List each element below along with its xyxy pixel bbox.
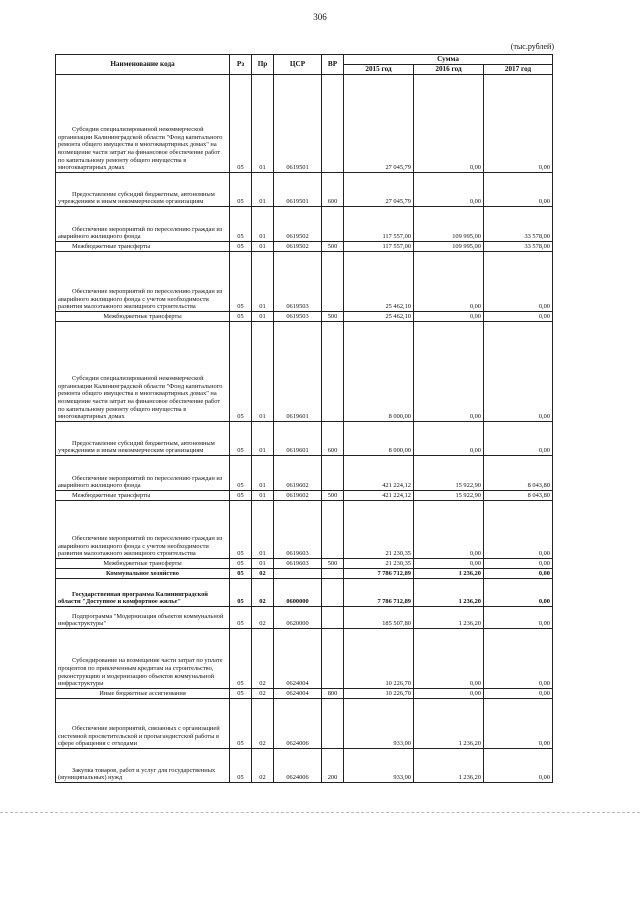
row-2015: 25 462,10 [344, 252, 414, 312]
row-pr: 01 [252, 312, 274, 322]
row-vr: 600 [322, 173, 344, 207]
row-csr: 0620000 [274, 607, 322, 629]
row-rz: 05 [230, 312, 252, 322]
row-pr: 01 [252, 173, 274, 207]
row-2016: 1 236,20 [414, 569, 484, 579]
row-name: Субсидии специализированной некоммерческой организации Калининградской области "Фонд капитального ремонта общего имущества в многоквартирных домах" на возмещение части затрат на финансовое обеспечение работ по капитальному ремонту общего имущества в многоквартирных домах [56, 322, 230, 422]
row-2017: 0,00 [484, 629, 553, 689]
row-2015: 10 226,70 [344, 689, 414, 699]
row-2016: 0,00 [414, 75, 484, 173]
header-rz: Рз [230, 55, 252, 75]
table-row [56, 173, 553, 207]
table-row [56, 749, 553, 783]
row-2017: 0,00 [484, 422, 553, 456]
table-row [56, 207, 553, 242]
row-csr: 0619603 [274, 559, 322, 569]
row-rz: 05 [230, 75, 252, 173]
row-name: Обеспечение мероприятий по переселению граждан из аварийного жилищного фонда [56, 456, 230, 491]
row-2016: 0,00 [414, 322, 484, 422]
row-vr: 500 [322, 312, 344, 322]
row-vr [322, 252, 344, 312]
header-sum: Сумма [344, 55, 553, 65]
row-name: Субсидирование на возмещение части затрат по уплате процентов по привлеченным кредитам на строительство, реконструкцию и модернизацию объектов коммунальной инфраструктуры [56, 629, 230, 689]
row-vr [322, 456, 344, 491]
row-2016: 0,00 [414, 559, 484, 569]
row-2017: 0,00 [484, 559, 553, 569]
row-2016: 0,00 [414, 312, 484, 322]
row-2015: 933,00 [344, 699, 414, 749]
row-2017: 0,00 [484, 579, 553, 607]
page-divider [0, 812, 640, 813]
row-2015: 8 000,00 [344, 422, 414, 456]
row-2015: 7 786 712,89 [344, 569, 414, 579]
row-2015: 117 557,00 [344, 242, 414, 252]
row-csr: 0619503 [274, 312, 322, 322]
row-csr: 0619603 [274, 501, 322, 559]
row-csr: 0619602 [274, 491, 322, 501]
row-csr: 0619601 [274, 422, 322, 456]
table-row [56, 456, 553, 491]
row-2015: 117 557,00 [344, 207, 414, 242]
row-2016: 0,00 [414, 629, 484, 689]
table-row [56, 559, 553, 569]
header-pr: Пр [252, 55, 274, 75]
row-vr [322, 579, 344, 607]
header-csr: ЦСР [274, 55, 322, 75]
row-2016: 1 236,20 [414, 749, 484, 783]
table-row [56, 689, 553, 699]
row-pr: 02 [252, 569, 274, 579]
row-rz: 05 [230, 699, 252, 749]
row-name: Субсидии специализированной некоммерческой организации Калининградской области "Фонд капитального ремонта общего имущества в многоквартирных домах" на возмещение части затрат на финансовое обеспечение работ по капитальному ремонту общего имущества в многоквартирных домах [56, 75, 230, 173]
table-row [56, 75, 553, 173]
row-2015: 21 230,35 [344, 501, 414, 559]
row-2015: 933,00 [344, 749, 414, 783]
row-2017: 0,00 [484, 75, 553, 173]
unit-label: (тыс.рублей) [510, 42, 554, 51]
row-rz: 05 [230, 322, 252, 422]
row-2016: 15 922,90 [414, 456, 484, 491]
row-csr [274, 569, 322, 579]
row-vr: 500 [322, 242, 344, 252]
row-rz: 05 [230, 579, 252, 607]
row-vr [322, 322, 344, 422]
row-2017: 0,00 [484, 607, 553, 629]
table-row [56, 322, 553, 422]
row-2016: 1 236,20 [414, 579, 484, 607]
row-name: Закупка товаров, работ и услуг для государственных (муниципальных) нужд [56, 749, 230, 783]
table-row [56, 699, 553, 749]
row-2017: 0,00 [484, 569, 553, 579]
row-name: Предоставление субсидий бюджетным, автономным учреждениям и иным некоммерческим организациям [56, 422, 230, 456]
row-pr: 02 [252, 749, 274, 783]
row-csr: 0624004 [274, 629, 322, 689]
header-2016: 2016 год [414, 65, 484, 75]
row-2016: 0,00 [414, 173, 484, 207]
row-csr: 0619601 [274, 322, 322, 422]
row-2015: 27 045,79 [344, 75, 414, 173]
row-name: Обеспечение мероприятий, связанных с организацией системной просветительской и пропагандистской работы в сфере обращения с отходами [56, 699, 230, 749]
row-pr: 01 [252, 252, 274, 312]
row-csr: 0619501 [274, 75, 322, 173]
row-vr [322, 501, 344, 559]
row-rz: 05 [230, 629, 252, 689]
row-pr: 02 [252, 629, 274, 689]
row-2017: 0,00 [484, 699, 553, 749]
row-2017: 0,00 [484, 312, 553, 322]
row-2016: 1 236,20 [414, 699, 484, 749]
row-2017: 0,00 [484, 749, 553, 783]
row-2017: 8 043,80 [484, 491, 553, 501]
row-csr: 0619501 [274, 173, 322, 207]
table-row [56, 629, 553, 689]
row-vr: 500 [322, 491, 344, 501]
row-name: Предоставление субсидий бюджетным, автономным учреждениям и иным некоммерческим организациям [56, 173, 230, 207]
row-vr [322, 607, 344, 629]
row-vr: 600 [322, 422, 344, 456]
budget-table [55, 54, 553, 783]
table-row-program [56, 579, 553, 607]
table-row [56, 312, 553, 322]
row-2016: 0,00 [414, 501, 484, 559]
row-pr: 01 [252, 322, 274, 422]
header-2015: 2015 год [344, 65, 414, 75]
row-rz: 05 [230, 689, 252, 699]
row-2016: 0,00 [414, 252, 484, 312]
page-number: 306 [313, 12, 327, 22]
row-rz: 05 [230, 456, 252, 491]
row-name: Межбюджетные трансферты [56, 312, 230, 322]
row-name: Обеспечение мероприятий по переселению граждан из аварийного жилищного фонда с учетом необходимости развития малоэтажного жилищного строительства [56, 501, 230, 559]
row-rz: 05 [230, 491, 252, 501]
row-csr: 0624004 [274, 689, 322, 699]
row-name: Иные бюджетные ассигнования [56, 689, 230, 699]
row-name: Подпрограмма "Модернизация объектов коммунальной инфраструктуры" [56, 607, 230, 629]
row-pr: 01 [252, 559, 274, 569]
row-2015: 421 224,12 [344, 491, 414, 501]
row-2017: 0,00 [484, 501, 553, 559]
row-rz: 05 [230, 749, 252, 783]
row-2016: 0,00 [414, 422, 484, 456]
row-csr: 0600000 [274, 579, 322, 607]
row-rz: 05 [230, 207, 252, 242]
row-rz: 05 [230, 569, 252, 579]
row-csr: 0624006 [274, 749, 322, 783]
row-2017: 0,00 [484, 252, 553, 312]
row-pr: 02 [252, 699, 274, 749]
table-row [56, 501, 553, 559]
table-row [56, 242, 553, 252]
row-name: Межбюджетные трансферты [56, 559, 230, 569]
row-2016: 15 922,90 [414, 491, 484, 501]
row-vr [322, 629, 344, 689]
row-rz: 05 [230, 422, 252, 456]
row-name: Государственная программа Калининградской области "Доступное и комфортное жилье" [56, 579, 230, 607]
row-vr [322, 207, 344, 242]
table-row [56, 252, 553, 312]
row-2016: 109 995,00 [414, 242, 484, 252]
row-csr: 0619502 [274, 242, 322, 252]
row-2015: 7 786 712,89 [344, 579, 414, 607]
row-rz: 05 [230, 559, 252, 569]
header-name: Наименование кода [56, 55, 230, 75]
row-2017: 33 578,00 [484, 207, 553, 242]
row-vr: 800 [322, 689, 344, 699]
row-2017: 8 043,80 [484, 456, 553, 491]
row-pr: 01 [252, 422, 274, 456]
row-2015: 185 507,80 [344, 607, 414, 629]
row-rz: 05 [230, 242, 252, 252]
row-2017: 0,00 [484, 689, 553, 699]
row-csr: 0624006 [274, 699, 322, 749]
row-pr: 02 [252, 607, 274, 629]
row-vr: 200 [322, 749, 344, 783]
row-name: Обеспечение мероприятий по переселению граждан из аварийного жилищного фонда с учетом необходимости развития малоэтажного жилищного строительства [56, 252, 230, 312]
row-2015: 21 230,35 [344, 559, 414, 569]
row-vr: 500 [322, 559, 344, 569]
row-rz: 05 [230, 173, 252, 207]
row-2015: 27 045,79 [344, 173, 414, 207]
table-row-section [56, 569, 553, 579]
row-vr [322, 75, 344, 173]
row-2016: 1 236,20 [414, 607, 484, 629]
row-2017: 0,00 [484, 322, 553, 422]
row-2017: 33 578,00 [484, 242, 553, 252]
header-2017: 2017 год [484, 65, 553, 75]
table-row [56, 422, 553, 456]
row-pr: 02 [252, 689, 274, 699]
row-2015: 421 224,12 [344, 456, 414, 491]
row-2015: 10 226,70 [344, 629, 414, 689]
row-pr: 01 [252, 242, 274, 252]
row-name: Межбюджетные трансферты [56, 491, 230, 501]
row-name: Межбюджетные трансферты [56, 242, 230, 252]
row-pr: 01 [252, 491, 274, 501]
row-pr: 01 [252, 456, 274, 491]
row-csr: 0619502 [274, 207, 322, 242]
row-name: Коммунальное хозяйство [56, 569, 230, 579]
table-row [56, 491, 553, 501]
row-2015: 8 000,00 [344, 322, 414, 422]
row-pr: 01 [252, 501, 274, 559]
row-name: Обеспечение мероприятий по переселению граждан из аварийного жилищного фонда [56, 207, 230, 242]
table-row [56, 607, 553, 629]
row-csr: 0619503 [274, 252, 322, 312]
row-rz: 05 [230, 607, 252, 629]
row-2015: 25 462,10 [344, 312, 414, 322]
row-2016: 0,00 [414, 689, 484, 699]
row-vr [322, 699, 344, 749]
row-rz: 05 [230, 252, 252, 312]
header-vr: ВР [322, 55, 344, 75]
row-rz: 05 [230, 501, 252, 559]
row-csr: 0619602 [274, 456, 322, 491]
row-pr: 01 [252, 75, 274, 173]
row-vr [322, 569, 344, 579]
row-2017: 0,00 [484, 173, 553, 207]
row-2016: 109 995,00 [414, 207, 484, 242]
row-pr: 02 [252, 579, 274, 607]
row-pr: 01 [252, 207, 274, 242]
